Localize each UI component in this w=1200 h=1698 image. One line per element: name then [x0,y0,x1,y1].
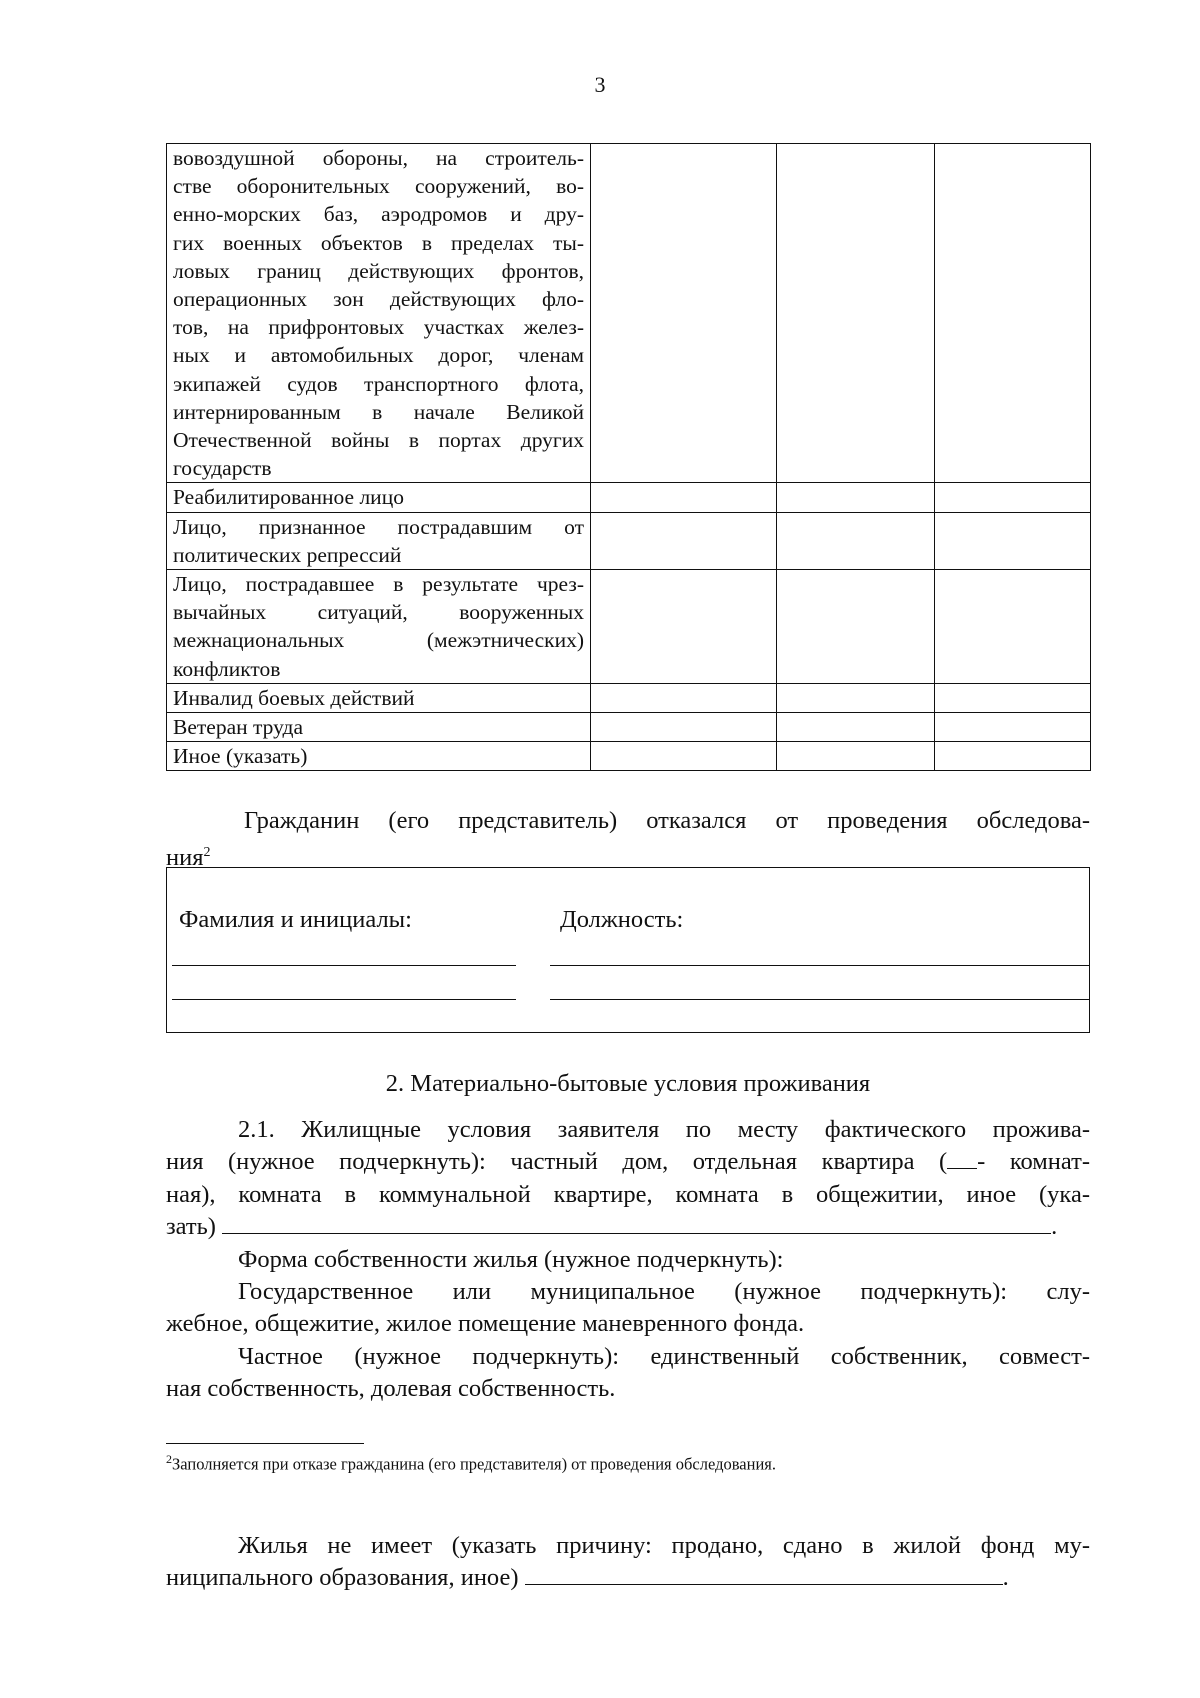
table-row [167,570,1091,684]
category-label: Лицо, признанное пострадавшим от политических репрессий [167,512,591,569]
table-row [167,742,1091,771]
section-title: 2. Материально-бытовые условия проживания [385,1070,871,1097]
surname-line-1[interactable] [172,965,516,966]
signature-box [166,867,1090,1033]
table-cell-empty[interactable] [935,683,1091,712]
position-line-1[interactable] [550,965,1090,966]
category-label: Реабилитированное лицо [167,483,591,512]
table-row [167,512,1091,569]
no-housing-reason-field[interactable] [525,1562,1003,1585]
table-row [167,683,1091,712]
table-cell-empty[interactable] [777,713,935,742]
position-line-2[interactable] [550,999,1090,1000]
position-label: Должность: [560,906,684,933]
rooms-count-field[interactable] [947,1146,977,1169]
category-label: Ветеран труда [167,713,591,742]
table-cell-empty[interactable] [935,713,1091,742]
table-cell-empty[interactable] [591,742,777,771]
table-cell-empty[interactable] [935,742,1091,771]
category-label: вовоздушной обороны, на строитель- стве оборонительных сооружений, во- енно-морских баз, аэродромов и дру- гих военных объектов в пределах ты- ловых границ действующих фронтов, операционных зон действующих фло- тов, на прифронтовых участках желез- ных и автомобильных дорог, членам экипажей судов транспортного флота, интернированным в начале Великой Отечественной войны в портах других государств [167,144,591,483]
table-row [167,713,1091,742]
table-cell-empty[interactable] [591,483,777,512]
category-label: Лицо, пострадавшее в результате чрез- вычайных ситуаций, вооруженных межнациональных (межэтнических) конфликтов [167,570,591,684]
footnote-rule [166,1443,364,1444]
table-cell-empty[interactable] [935,483,1091,512]
table-cell-empty[interactable] [777,683,935,712]
table-cell-empty[interactable] [777,483,935,512]
footnote-mark: 2 [203,845,211,860]
refusal-statement [166,805,1090,874]
refusal-line-2: ния$^2$ [166,844,211,872]
table-cell-empty[interactable] [777,742,935,771]
surname-label: Фамилия и инициалы: [179,906,412,933]
footnote: $^2$Заполняется при отказе гражданина (его представителя) от проведения обследования. [166,1452,776,1474]
category-label: Инвалид боевых действий [167,683,591,712]
surname-line-2[interactable] [172,999,516,1000]
table-cell-empty[interactable] [935,144,1091,483]
table-cell-empty[interactable] [777,512,935,569]
table-cell-empty[interactable] [591,570,777,684]
category-label: Иное (указать) [167,742,591,771]
paragraph-no-housing: Жилья не имеет (указать причину: продано, сдано в жилой фонд му- ниципального образования, иное) . [166,1532,1090,1592]
ownership-form-line: Форма собственности жилья (нужное подчеркнуть): [238,1245,784,1273]
table-cell-empty[interactable] [777,570,935,684]
paragraph-housing-conditions: 2.1. Жилищные условия заявителя по месту фактического прожива- ния (нужное подчеркнуть): частный дом, отдельная квартира ( - комнат- ная), комната в коммунальной квартире, комната в общежитии, иное (ука- зать) . Форма собственности жилья (нужное подчеркнуть): Государственное или муниципальное (нужное подчеркнуть): слу- жебное, общежитие, жилое помещение маневренного фонда. Частное (нужное подчеркнуть): единственный собственник, совмест- ная собственность, долевая собственность. [166,1116,1090,1403]
table-cell-empty[interactable] [591,683,777,712]
category-table [166,143,1091,771]
table-cell-empty[interactable] [591,144,777,483]
refusal-line-1: Гражданин (его представитель) отказался от проведения обследова- [244,807,1090,834]
other-housing-field[interactable] [222,1211,1051,1234]
table-cell-empty[interactable] [777,144,935,483]
table-cell-empty[interactable] [935,512,1091,569]
page-number: 3 [594,72,606,97]
table-cell-empty[interactable] [591,512,777,569]
table-cell-empty[interactable] [591,713,777,742]
table-row [167,144,1091,483]
table-row [167,483,1091,512]
table-cell-empty[interactable] [935,570,1091,684]
